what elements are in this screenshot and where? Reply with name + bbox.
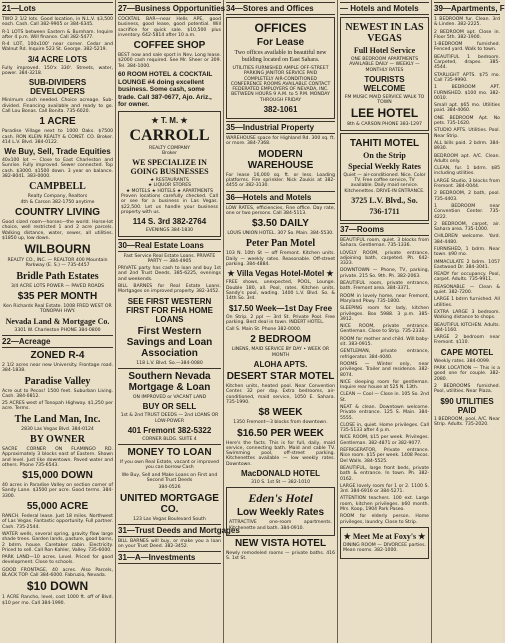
- ad-headline: CARROLL: [129, 126, 210, 144]
- classified-ad: UTILITIES FURNISHED AMPLE OFF-STREET PARKING JANITOR SERVICE PAID COMPLETELY AIR-CONDITIONED CONFERENCE ROOMS AVAILABLE CONTACT FEDERATED EMPLOYERS OF NEVADA, INC. BETWEEN HOURS 9 A.M. to 5 P.M. MONDAY THROUGH FRIDAY: [230, 66, 331, 103]
- classified-ad: TWO 2 1/2 lots. Good location, in N.L.V. $3,500 each. Cash. Call 382-9905 or 384-6345.: [2, 17, 113, 28]
- tahiti-ad-box: [340, 133, 429, 221]
- classified-ad: LOVELY ROOM, private entrance, adjoining bath, carpeted. Ph. 642-3323.: [340, 250, 429, 267]
- ad-subline: ★ MOTELS ★ HOTELS ★ APARTMENTS: [125, 188, 214, 194]
- section-header-trust-deeds: 31—Trust Deeds and Mortgages: [118, 525, 240, 535]
- ad-headline: 2 BEDROOM: [250, 334, 311, 346]
- classified-ad: DOWNTOWN — Phone, TV, parking, private. 215 So. 9th. Ph. 382-2063.: [340, 268, 429, 279]
- ad-headline: Southern Nevada Mortgage & Loan: [128, 370, 211, 393]
- classified-ad: Ken Richards Real Estate. 1008 FRED WEST OR TONOPAH HWY.: [3, 304, 112, 315]
- ad-headline: 55,000 ACRE: [26, 501, 89, 513]
- offices-ad-box: [226, 17, 335, 119]
- classified-ad: 2 1/2 acres near new University. Frontage road. 384-1838.: [2, 362, 113, 374]
- classified-ad: SACRE CORNER ON FLAMINGO RD. Approximately 3 blocks east of Eastern. Shown and level. Just like downtown. Paved water and others. Phone 735-6543.: [2, 446, 113, 468]
- classified-ad: Weekly rates. 384-0099.: [434, 358, 491, 364]
- foxy-ad-box: [340, 527, 429, 559]
- ad-headline: CAPE MOTEL: [440, 347, 494, 357]
- ad-headline: 3/4 ACRE LOTS: [27, 54, 88, 64]
- ad-headline: First Western Savings and Loan Association: [126, 325, 213, 359]
- ad-headline: TAHITI MOTEL: [349, 137, 420, 149]
- classified-ad: Minimum cash needed. Choice acreage. Sub-divided. Financing available and ready to go. Call Lou Bonas. Call Bonita. 735-6020.: [2, 98, 113, 114]
- classified-ad: For lease 16,000 sq. ft. or less. Loading platforms. Fire sprinkler. Nick Zoukis at 382-4455 or 382-3130.: [226, 172, 335, 189]
- classified-ad: LOW RATES, efficiencies, Fine office. Day rate, one or two persons. Call 384-5113.: [226, 205, 335, 216]
- ad-headline: $8 WEEK: [258, 407, 303, 419]
- classified-ad: LARGE 2 bedroom near Fremont. $110.: [434, 335, 500, 346]
- ad-headline: BUY OR SELL: [142, 402, 197, 412]
- ad-subline: 3301 W. Charleston PHONE 384-0800: [14, 327, 101, 333]
- ad-headline: Peter Pan Motel: [245, 238, 316, 250]
- ad-headline: ZONED R-4: [30, 349, 85, 361]
- classified-ad: IMMACULATE 2 bdrm. 1057 Eastwood Dr. 384-3041.: [434, 259, 500, 270]
- ad-headline: [121, 116, 218, 125]
- classified-ad: 2 BEDROOM, 2 bath, pool. 735-4403.: [434, 191, 500, 202]
- classified-ad: GENTLEMAN, private entrance, refrigerator. 384-4040.: [340, 349, 429, 360]
- classified-ad: PARK LAND—10 acres. Level. Priced for good development. Close to schools.: [2, 555, 113, 566]
- classified-ad: ONE BEDROOM APARTMENTS AVAILABLE DAILY — WEEKLY — MONTHLY RATES: [349, 57, 420, 73]
- classified-ad: FURNISHED, 1 bdrm. Near town. $90 mo.: [434, 246, 500, 258]
- classified-ad: BEAUTIFUL, large front beds, private bath & entrance. In town. Ph. 382-0162.: [340, 465, 429, 482]
- classified-ad: REASONABLE — Clean & quiet. 382-7200.: [434, 284, 500, 296]
- ad-subline: ON IMPROVED or VACANT LAND: [132, 394, 207, 400]
- classified-ad: BEAUTIFUL room, private entrance, bath. Fremont area. 384-3371.: [340, 281, 429, 292]
- ad-headline: WE SPECIALIZE IN GOING BUSINESSES: [130, 158, 209, 177]
- classified-ad: 60 ROOM HOTEL & COCKTAIL LOUNGE #4 doing excellent business. Some cash, some trade. Call 387-0677, Ajo. Ariz., for owner.: [118, 71, 213, 109]
- classified-ad: BEAUTIFUL 1 bedroom. Carpeted, drapes. 385-4544.: [434, 54, 500, 71]
- ad-headline: CAMPBELL: [29, 181, 86, 193]
- classified-ad: BILL BARNES for Real Estate Loans. Mortgages on improved property. 382-3452.: [118, 284, 221, 295]
- classified-ad: On Strip. 2 ppl — 3rd St. Private Pool. Free parking. Best deal in town. INDERT HOTEL.: [226, 314, 335, 325]
- ad-headline: NEW VISTA HOTEL: [234, 537, 327, 549]
- ad-headline: Nevada Land & Mortgage Co.: [5, 316, 110, 326]
- classified-ad: Fully improved. 150'x 330'. Streets, water, power. 384-3218.: [2, 65, 113, 77]
- classified-ad: PARK LOCATION — This is a good one for couple. 382-2080.: [434, 366, 500, 382]
- ad-subline: ★ RESTAURANTS: [150, 178, 189, 184]
- classified-ad: Acre out to Pecos! 1500 feet. Suburban Living. Cash. 384-0812.: [2, 388, 113, 399]
- ad-headline: Paradise Valley: [24, 375, 91, 387]
- ad-headline: $10 DOWN: [26, 579, 89, 594]
- classified-ad: SLEEPING room for lady, kitchen privileges. Box 5988. 3 p.m. 385-3912.: [340, 306, 429, 322]
- classified-ad: EXTRA LARGE 3 bedroom. Walking distance to shops.: [434, 309, 500, 321]
- classified-ad: Quiet — air-conditioned. Nice. Color TV. Free coffee service, TV available. Daily maid service. Kitchenettes. DRIVE-IN ENTRANCE.: [343, 172, 426, 194]
- section-header-realestate-loans: 30—Real Estate Loans: [118, 239, 221, 252]
- classified-ad: ATTRACTIVE one-room apartments. Kitchenette and bath. 384-0910.: [229, 520, 332, 531]
- ad-headline: SUB-DIVIDERS DEVELOPERS: [28, 78, 87, 97]
- ad-subline: 1st & 2nd TRUST DEEDS — 2nd LOANS OR LOW-POWER: [120, 413, 219, 424]
- divider: [118, 444, 221, 445]
- classified-ad: 40x100 lot — Close to East Charleston and Sunrise. Fully improved. Sewer connected. Top cash. $3000. $1500 down. 3 year on balance. 382-8041. 383-0000.: [2, 158, 113, 180]
- classified-ad: 2 BEDROOM, carpet, air. Sahara area. 735-1000.: [434, 221, 500, 233]
- classified-ad: BEST now and sale sport in Nev. Long lease. $2000 cash required. See Mr. Sheer or 309. Tel. 384-1000.: [118, 53, 221, 69]
- classified-ad: 1 BEDROOM APT. FURNISHED. $100 mo. 382-0010.: [434, 85, 500, 101]
- lee-hotel-ad-box: [340, 17, 429, 131]
- ad-headline: $90 UTILITIES PAID: [440, 396, 494, 415]
- section-header-hotels-motels-cont: — Hotels and Motels: [340, 2, 429, 15]
- classified-ad: CLEAN, fur. 1 bdrm. $85 including utilities.: [434, 166, 500, 177]
- classified-ad: ROOM for mother and child. Will baby-sit. 383-0915.: [340, 336, 429, 348]
- classified-ad: 1350 Fremont—3 blocks from downtown.: [233, 420, 328, 426]
- ad-headline-text: T. M.: [160, 115, 179, 125]
- classified-ad: LARGE 1 bdrm furnished. All utilities.: [434, 297, 500, 308]
- column-hotels-rooms: [338, 0, 432, 643]
- classified-ad: STUDIO APTS. Utilities. Pool. Near Strip.: [434, 128, 500, 139]
- classified-ad: 2 BEDROOM apt. Close in. Floor 5th. 382-1900.: [434, 29, 500, 40]
- ad-headline: 1 ACRE: [39, 116, 76, 128]
- ad-headline: MacDONALD HOTEL: [240, 468, 321, 478]
- classified-ad: Small apt. $65 mo. Utilities paid. 384-4060.: [434, 103, 500, 114]
- ad-headline: $35 PER MONTH: [17, 291, 98, 303]
- classified-ad: BILL BARNES will buy, or make you a loan on your Trust Deed. 382-3452.: [118, 538, 221, 550]
- carroll-ad-box: [118, 111, 221, 237]
- classified-ad: 1-BEDROOM furnished. Fenced yard. Walk to town.: [434, 42, 500, 53]
- ad-headline: WILBOURN: [24, 242, 91, 257]
- classified-ad: R-1 LOTS between Eastern & Burnham. Inquire after 4 p.m. Will finance. Call 382-5477.: [2, 29, 113, 40]
- section-header-business: 27—Business Opportunities: [118, 4, 226, 13]
- edens-ad-box: [226, 487, 335, 536]
- classified-ad: ROOM for elderly person. Home privileges, laundry. Close to Strip.: [340, 514, 429, 525]
- star-icon: ★: [178, 115, 188, 125]
- classified-ad: REALTY CO., INC. — REALTOR 400 Mountain Parkway (E. S.) — 735-4457: [7, 258, 108, 269]
- ad-headline: Low Weekly Rates: [236, 507, 325, 519]
- section-header-industrial: 35—Industrial Property: [226, 121, 335, 134]
- ad-headline: NEWEST IN LAS VEGAS: [345, 22, 424, 44]
- classified-ad: RANCH. Federal lease. Just 18 miles. Northwest of Las Vegas. Fantastic opportunity. Full partner. Cash. 735-2544.: [2, 514, 113, 530]
- ad-subline: 2830 Las Vegas Blvd. 384-0124: [21, 426, 94, 432]
- column-stores-hotels: [224, 0, 338, 643]
- ad-subline: ★ LIQUOR STORES: [147, 183, 192, 189]
- ad-headline: COUNTRY LIVING: [14, 206, 100, 218]
- ad-headline: Bridle Path Estates: [16, 270, 99, 282]
- classified-ad: Kitchen units, heated pool. Near Convention Center. 32 per day. Extra bedrooms, air-conditioned, maid service, 1050 E. Sahara. 735-1990.: [226, 384, 335, 405]
- ad-headline: ★ Villa Vegas Hotel-Motel ★: [227, 269, 334, 279]
- classified-ad: GOOD FRONTAGE, 40 acres. Also Parcels, BLACK TOP. Call 384-6000. Fabruzio, Nevada.: [2, 567, 113, 579]
- classified-ad: BEAUTIFUL room, quiet. 3 blocks from Sahara. Gentleman. 735-1336.: [340, 237, 429, 249]
- ad-subline: EVENINGS 384-1830: [145, 228, 194, 234]
- star-icon: ★: [151, 115, 161, 125]
- classified-ad: READY for occupancy. Pool, carpet. Adults. 735-9911.: [434, 272, 500, 283]
- classified-ad: BEAUTIFUL KITCHEN. Adults. 384-1160.: [434, 322, 500, 333]
- classified-ad: FM MUSIC MAID SERVICE WALK TO TOWN: [344, 94, 425, 106]
- classified-ad: WATER wells, several spring, gravity flow large shade trees. Garden lands, pasture, good barns, 2 bdrm. house. Caretaker cabin. Electricity. Priced to sell. Call Ron Kahler, Valley. 735-6000.: [2, 531, 113, 553]
- classified-ad: NEAT & clean. Downtown welcome. Private entrance. 125 S. Main. 384-5555.: [340, 404, 429, 421]
- classified-ad: STARLIGHT APTS. $75 mo. Call 735-9990.: [434, 72, 500, 83]
- classified-ad: PRIVATE party has cash to loan and buy 1st and 2nd Trust Deeds. 385-6225, evenings and weekends.: [118, 266, 221, 282]
- classified-ad: REFRIGERATOR, Private entrance. Nice room. $15 per week. 1408 Pecos. Del Walls. 384-5525.: [340, 448, 429, 464]
- ad-headline: 382-1061: [263, 105, 298, 115]
- classified-ad: Paradise Village next to 1000 Oaks. $7500 cash. RON KLEIN REALTY & CONST. CO. Broker. 414 L.V. Blvd. 384-0122.: [2, 129, 113, 145]
- classified-ad: CLEAN — Cool — Close in. 105 So. 2nd St.: [340, 392, 430, 403]
- classified-ad: 1 ACRE Rancho, level, cost 1000 ft. off of Blvd. $10 per mo. Call 384-1990.: [2, 595, 113, 606]
- ad-headline: 114 S. 3rd 382-2764: [132, 217, 207, 227]
- ad-headline: SEE FIRST WESTERN FIRST FOR FHA HOME LOANS: [126, 296, 213, 324]
- ad-headline: COFFEE SHOP: [133, 40, 206, 52]
- classified-ad: R-4 LOT, 100x100' near corner. Cedar and Walnut Rd. Inquire 523 St. George. 382-5219.: [2, 42, 113, 53]
- ad-headline: UNITED MORTGAGE CO.: [120, 492, 219, 515]
- ad-headline: $17.50 Week—1st Day Free: [228, 303, 333, 313]
- ad-subline: 118 L.V. Blvd. So.—384-0080: [136, 360, 203, 366]
- ad-headline: TOURISTS WELCOME: [363, 74, 406, 93]
- ad-headline: We Buy, Sell, Trade Equities: [4, 147, 111, 157]
- classified-ad: COCKTAIL BAR—near Hells APE, good business, good lease, good potential. Will sacrifice for quick sale. $10,500 plus inventory. 642-5814 after 10 a.m.: [118, 17, 221, 38]
- column-apartments: [432, 0, 505, 643]
- section-header-acreage: 22—Acreage: [2, 335, 113, 348]
- ad-headline: ALOHA APTS.: [253, 360, 308, 370]
- section-header-hotels-motels: 36—Hotels and Motels: [226, 191, 335, 204]
- classified-ad: ROOMS — Winter only, near privileges. Trailer and residence. 382-8074.: [340, 361, 429, 378]
- section-header-investments: 31—A—Investments: [118, 551, 221, 564]
- ad-headline: For Lease: [256, 37, 305, 48]
- ad-subline: 3/4 ACRE LOTS POWER — PAVED ROADS: [10, 283, 105, 289]
- classified-ad: ATTENTION teachers. 100 ext. Large room, kitchen privileges. $60 month. Mrs. Koop, 1904 Park Paseo.: [340, 496, 429, 513]
- classified-ad: Good sized room—horses—the world. Horse-lot choice, well restricted 1 and 2 acre parcels. Walking distance, water, sewer, all utilities. $1850 up, low down.: [2, 219, 113, 241]
- ad-headline: 736-1711: [369, 206, 400, 216]
- section-header-lots: 21—Lots: [2, 2, 113, 15]
- ad-subline: Broker: [162, 150, 177, 156]
- ad-headline: Special Weekly Rates: [348, 161, 421, 171]
- ad-headline: OFFICES: [254, 21, 307, 35]
- ad-headline: 3725 L.V. Blvd., So.: [351, 195, 418, 205]
- ad-headline: $3.50 DAILY: [252, 218, 309, 230]
- classified-ad: 2 BEDROOMS furnished. Pool, utilities. Near Plaza.: [434, 383, 500, 395]
- classified-ad: We Buy, Sell and Make Loans on First and Second Trust Deeds: [121, 472, 218, 483]
- classified-ad: 40 acres in Paradise Valley on section corner of Sandy Lane. $3500 per acre. Good terms. 384-3300.: [2, 483, 113, 499]
- classified-ad: LARGE Studio, 3 blocks from Fremont. 384-0044.: [434, 178, 500, 190]
- ad-subline: LINENS, MAID SERVICE BY DAY • WEEK OR MONTH: [231, 347, 330, 358]
- classified-ad: Two offices available in beautiful new building located on East Sahara.: [234, 50, 327, 63]
- ad-subline: REALTY COMPANY: [149, 145, 190, 151]
- section-header-apartments: 39—Apartments, F: [434, 4, 505, 13]
- classified-ad: If you own Real Estate, vacant or improved you can borrow Cash: [119, 460, 220, 471]
- classified-ad: BEDROOM apt. A/C. Clean. Adults only.: [434, 153, 500, 164]
- classified-ad: 1 BEDROOM fur. Clean. 3rd & Linden. 382-2225.: [434, 17, 500, 28]
- ad-subline: Realty Company, Realtors: [27, 194, 88, 200]
- classified-ad: Fast Service Real Estate Loans. PRIVATE PARTY — 384-4905: [123, 253, 216, 264]
- ad-headline: BY OWNER: [30, 433, 85, 445]
- classified-ad: LOUIS UNION HOTEL. 307 So. Main. 384-5530.: [227, 231, 334, 237]
- ad-headline: On the Strip: [363, 150, 406, 160]
- classified-ad: Proven locations carefully checked. Call or see for a business in Las Vegas. $22,500. Let us handle your business property with us.: [121, 194, 218, 215]
- ad-subline: 123 Las Vegas Boulevard South: [133, 516, 206, 522]
- column-business-loans: [116, 0, 240, 643]
- classified-ad: NICE sleeping room for gentleman. Inquire rear house at 525 N. 13th.: [340, 379, 429, 391]
- classified-ad: Newly remodeled rooms — private baths. 416 S. 1st St.: [226, 550, 335, 562]
- ad-headline: ★ Meet Me at Foxy's ★: [343, 531, 426, 541]
- classified-ad: ALL bills paid. 2 bdrm. 384-8930.: [434, 140, 500, 152]
- section-header-rooms: 37—Rooms: [340, 223, 429, 236]
- ad-headline: Eden's Hotel: [248, 491, 313, 506]
- ad-headline: $15,000 DOWN: [22, 470, 93, 482]
- classified-ad: LARGE lovely room for 1 or 2. 1100 S. 3rd. 384-6916 or 384-5271.: [340, 483, 429, 495]
- section-header-stores-offices: 34—Stores and Offices: [226, 2, 335, 15]
- classified-ad: ONE BEDROOM Apt. No pets. 735-1620.: [434, 115, 500, 127]
- classified-ad: Call S. Main St. Phone 382-0000.: [226, 327, 302, 333]
- classified-ad: NICE ROOM, $15 per week. Privileges. Gentleman. 382-4871 or 382-9077.: [340, 435, 429, 446]
- ad-headline: Full Hotel Service: [353, 46, 416, 55]
- ad-headline: $16.50 PER WEEK: [237, 427, 324, 439]
- divider: [118, 368, 221, 369]
- classified-ad: ROOM in lovely home, near Fremont, Maryland Pkwy. 735-1800.: [340, 293, 429, 304]
- ad-headline: DESERT STAR MOTEL: [226, 371, 335, 383]
- ad-headline: MODERN WAREHOUSE: [247, 148, 314, 171]
- ad-headline: MONEY TO LOAN: [127, 447, 212, 459]
- ad-subline: 384-0526: [158, 485, 181, 491]
- ad-subline: 8th & CARSON PHONE 383-1297: [347, 122, 422, 128]
- classified-ad: WAREHOUSE space for Highland Rd. 300 sq. ft. or more. 384-7368.: [226, 136, 335, 147]
- classified-ad: CLOSE in, quiet. Home privileges. Call 735-5133 after 4 p.m.: [340, 422, 429, 434]
- classified-ad: 1 BEDROOM near Convention Center. 735-4222.: [434, 203, 500, 220]
- classified-ad: Here's the facts. This is for full, daily, maid service, connecting bath. Maid and cable TV. Swimming pool, off-street parking. Kitchenettes available — low weekly rates. Downtown.: [226, 440, 335, 467]
- ad-headline: LEE HOTEL: [350, 106, 419, 121]
- classified-ad: CHILDREN welcome. Yard. 384-4480.: [434, 234, 500, 245]
- ad-subline: 310 S. 1st St — 382-1010: [251, 479, 310, 485]
- ad-headline: The Land Man, Inc.: [14, 413, 101, 425]
- column-lots-acreage: [0, 0, 116, 643]
- classified-ad: 103 N. 10th St — off Fremont. Kitchen units. Daily — weekly rates. Reasonable. Off-street parking. 384-4884.: [226, 251, 335, 268]
- classified-ad: FREE shows, unexpected, POOL, Lounge. Double 180, all. Pool, rates. Kitchen units. Sandy's pool, wading. 1400 L.V. Blvd. So. & 14th So. 3rd.: [226, 280, 335, 302]
- classified-ad: 1 BEDROOM, pool, A/C. Near Strip. Adults. 735-2020.: [434, 416, 500, 427]
- classified-ad: 25 ACRES west of Tonopah Highway. $1,250 per acre. Terms.: [2, 401, 113, 412]
- classified-ad: DINING ROOM — DIVORCEE parties. Mean rooms. 382-1000.: [343, 542, 426, 554]
- classified-ad: NICE ROOM, private entrance. Gentleman. Close to Strip. 735-2333.: [340, 324, 429, 335]
- ad-subline: CORNER BLDG. SUITE 4: [142, 436, 197, 442]
- ad-headline: 401 Fremont 382-5322: [127, 425, 212, 435]
- ad-subline: 4th & Carson 382-1750 anytime: [20, 199, 95, 205]
